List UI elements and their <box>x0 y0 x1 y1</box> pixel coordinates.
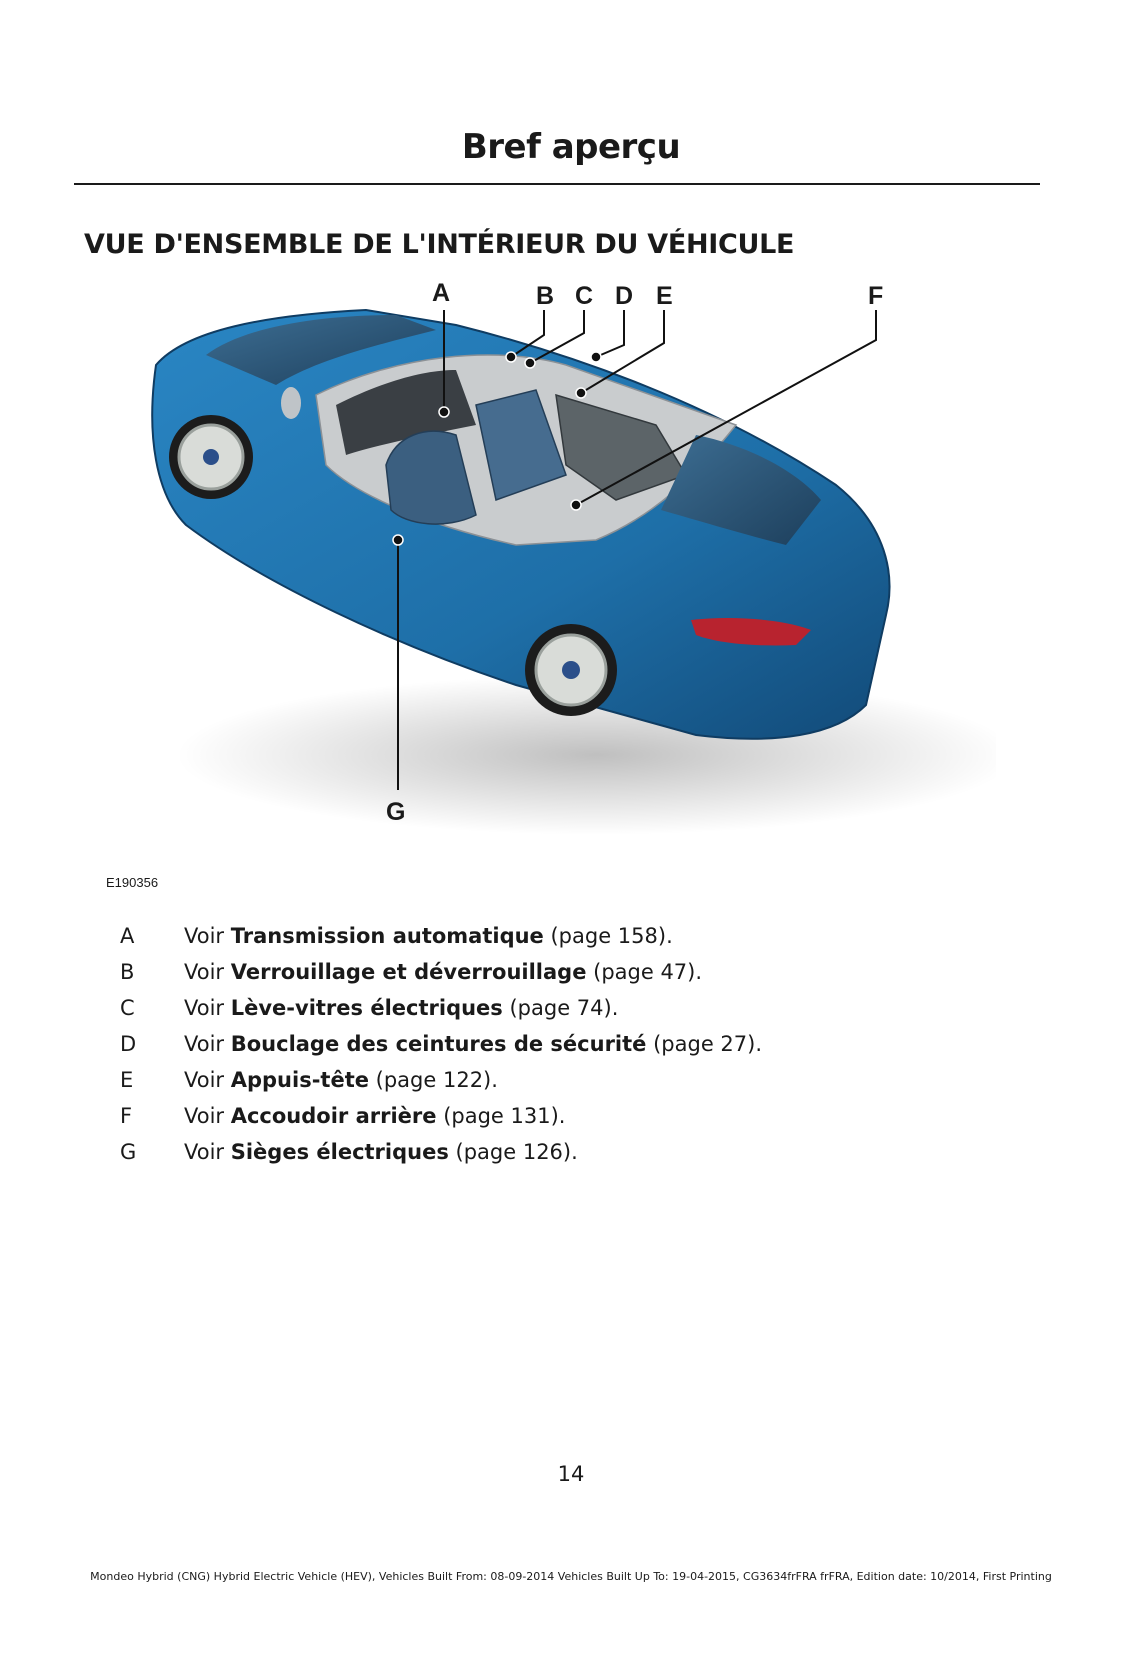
legend-item <box>120 918 1020 954</box>
legend-item <box>120 1026 1020 1062</box>
legend-text: Voir Sièges électriques (page 126). <box>184 1140 578 1164</box>
callout-legend <box>120 918 1020 1170</box>
legend-item <box>120 1098 1020 1134</box>
legend-link[interactable]: Accoudoir arrière <box>230 1104 437 1128</box>
page-footer: Mondeo Hybrid (CNG) Hybrid Electric Vehicle (HEV), Vehicles Built From: 08-09-2014 Vehicles Built Up To: 19-04-2015, CG3634frFRA frFRA, Edition date: 10/2014, First Printing <box>90 1570 1052 1583</box>
legend-text: Voir Transmission automatique (page 158). <box>184 924 673 948</box>
legend-key: E <box>120 1068 134 1092</box>
legend-key: D <box>120 1032 137 1056</box>
section-heading: VUE D'ENSEMBLE DE L'INTÉRIEUR DU VÉHICULE <box>84 229 795 260</box>
callout-b: B <box>536 282 555 310</box>
legend-link[interactable]: Transmission automatique <box>230 924 544 948</box>
legend-text: Voir Accoudoir arrière (page 131). <box>184 1104 566 1128</box>
callout-a: A <box>432 279 451 307</box>
callout-e: E <box>656 282 673 310</box>
legend-text: Voir Appuis-tête (page 122). <box>184 1068 498 1092</box>
page-number: 14 <box>557 1462 585 1486</box>
legend-link[interactable]: Sièges électriques <box>230 1140 449 1164</box>
legend-link[interactable]: Bouclage des ceintures de sécurité <box>230 1032 647 1056</box>
legend-item <box>120 954 1020 990</box>
callout-c: C <box>575 282 594 310</box>
legend-key: A <box>120 924 135 948</box>
legend-link[interactable]: Appuis-tête <box>230 1068 369 1092</box>
callout-f: F <box>868 282 884 310</box>
legend-key: F <box>120 1104 133 1128</box>
legend-item <box>120 990 1020 1026</box>
legend-item <box>120 1062 1020 1098</box>
front-wheel <box>169 415 253 499</box>
callout-d: D <box>615 282 634 310</box>
page-header-title: Bref aperçu <box>461 127 681 167</box>
header-divider <box>74 183 1040 185</box>
legend-link[interactable]: Lève-vitres électriques <box>230 996 503 1020</box>
legend-item <box>120 1134 1020 1170</box>
vehicle-interior-figure <box>96 279 996 900</box>
legend-text: Voir Bouclage des ceintures de sécurité (page 27). <box>184 1032 763 1056</box>
side-mirror <box>281 387 301 419</box>
legend-key: C <box>120 996 135 1020</box>
legend-key: G <box>120 1140 137 1164</box>
legend-key: B <box>120 960 135 984</box>
car-illustration <box>96 285 996 900</box>
legend-text: Voir Verrouillage et déverrouillage (page 47). <box>184 960 703 984</box>
legend-link[interactable]: Verrouillage et déverrouillage <box>230 960 587 984</box>
legend-text: Voir Lève-vitres électriques (page 74). <box>184 996 619 1020</box>
callout-g: G <box>386 798 406 826</box>
figure-id: E190356 <box>106 875 159 890</box>
rear-wheel <box>525 624 617 716</box>
